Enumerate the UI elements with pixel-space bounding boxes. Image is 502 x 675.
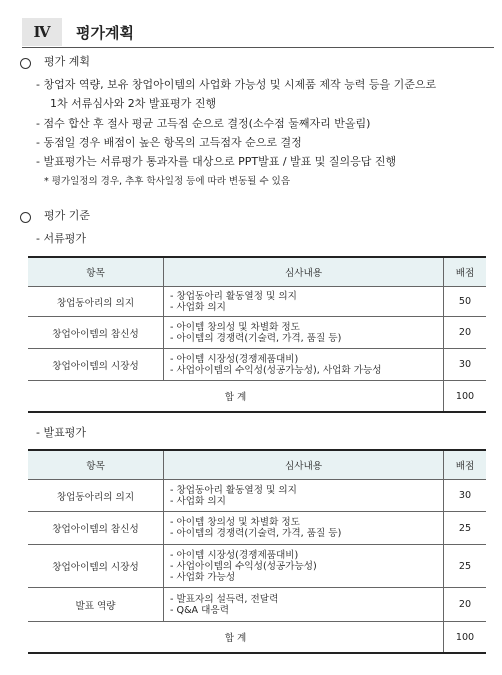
row-content [164,512,444,545]
col-header-score: 배점 [444,450,487,480]
plan-line-2: 1차 서류심사와 2차 발표평가 진행 [50,97,217,110]
plan-line-3: - 점수 합산 후 절사 평균 고득점 순으로 결정(소수점 둘째자리 반올림) [36,117,371,130]
pres-eval-table [28,449,486,654]
content-line: - 아이템 창의성 및 차별화 정도 [170,517,300,528]
row-score: 50 [444,287,487,317]
row-score: 20 [444,317,487,349]
total-label: 합 계 [28,622,444,654]
row-content [164,349,444,381]
total-label: 합 계 [28,381,444,413]
row-content [164,588,444,622]
content-line: - 사업화 의지 [170,495,226,507]
section-title: 평가계획 [76,24,134,42]
row-item: 창업아이템의 참신성 [28,317,164,349]
section1-heading: 평가 계획 [44,55,91,68]
row-item: 창업아이템의 참신성 [28,512,164,545]
content-line: - 사업아이템의 수익성(성공가능성), 사업화 가능성 [170,364,382,376]
row-item: 창업아이템의 시장성 [28,545,164,588]
total-score: 100 [444,622,487,654]
content-line: - 창업동아리 활동열정 및 의지 [170,484,297,496]
plan-note: * 평가일정의 경우, 추후 학사일정 등에 따라 변동될 수 있음 [44,176,291,187]
pres-eval-title: - 발표평가 [36,426,86,439]
doc-eval-table [28,256,486,413]
row-score: 25 [444,512,487,545]
row-item: 창업동아리의 의지 [28,287,164,317]
row-content [164,480,444,512]
col-header-content: 심사내용 [164,450,444,480]
content-line: - 아이템 시장성(경쟁제품대비) [170,353,299,365]
row-item: 창업동아리의 의지 [28,480,164,512]
section2-heading: 평가 기준 [44,209,91,222]
table-row [28,349,486,381]
content-line: - 아이템 창의성 및 차별화 정도 [170,321,300,333]
row-item: 창업아이템의 시장성 [28,349,164,381]
row-content [164,287,444,317]
content-line: - 발표자의 설득력, 전달력 [170,593,279,605]
col-header-item: 항목 [28,450,164,480]
content-line: - 사업아이템의 수익성(성공가능성) [170,560,317,572]
row-score: 30 [444,349,487,381]
table-row [28,287,486,317]
col-header-item: 항목 [28,257,164,287]
content-line: - 창업동아리 활동열정 및 의지 [170,290,297,302]
content-line: - 아이템 시장성(경쟁제품대비) [170,549,299,561]
col-header-content: 심사내용 [164,257,444,287]
row-score: 25 [444,545,487,588]
total-score: 100 [444,381,487,413]
bullet-circle-icon [20,212,31,223]
content-line: - 사업화 의지 [170,301,226,313]
total-row [28,381,486,413]
row-item: 발표 역량 [28,588,164,622]
content-line: - 아이템의 경쟁력(기술력, 가격, 품질 등) [170,332,342,344]
header-divider [22,47,494,48]
table-row [28,512,486,545]
row-content [164,317,444,349]
content-line: - Q&A 대응력 [170,604,229,616]
plan-line-1: - 창업자 역량, 보유 창업아이템의 사업화 가능성 및 시제품 제작 능력 등을 기준으로 [36,78,437,91]
row-score: 30 [444,480,487,512]
table-header-row [28,450,486,480]
table-header-row [28,257,486,287]
table-row [28,317,486,349]
row-content [164,545,444,588]
total-row [28,622,486,654]
plan-line-4: - 동점일 경우 배점이 높은 항목의 고득점자 순으로 결정 [36,136,302,149]
doc-eval-title: - 서류평가 [36,232,86,245]
section-number: Ⅳ [22,18,62,46]
section-header [22,18,494,48]
table-row [28,480,486,512]
table-row [28,545,486,588]
col-header-score: 배점 [444,257,487,287]
content-line: - 사업화 가능성 [170,571,236,583]
plan-line-5: - 발표평가는 서류평가 통과자를 대상으로 PPT발표 / 발표 및 질의응답 진행 [36,155,397,168]
table-row [28,588,486,622]
row-score: 20 [444,588,487,622]
content-line: - 아이템의 경쟁력(기술력, 가격, 품질 등) [170,528,342,539]
bullet-circle-icon [20,58,31,69]
